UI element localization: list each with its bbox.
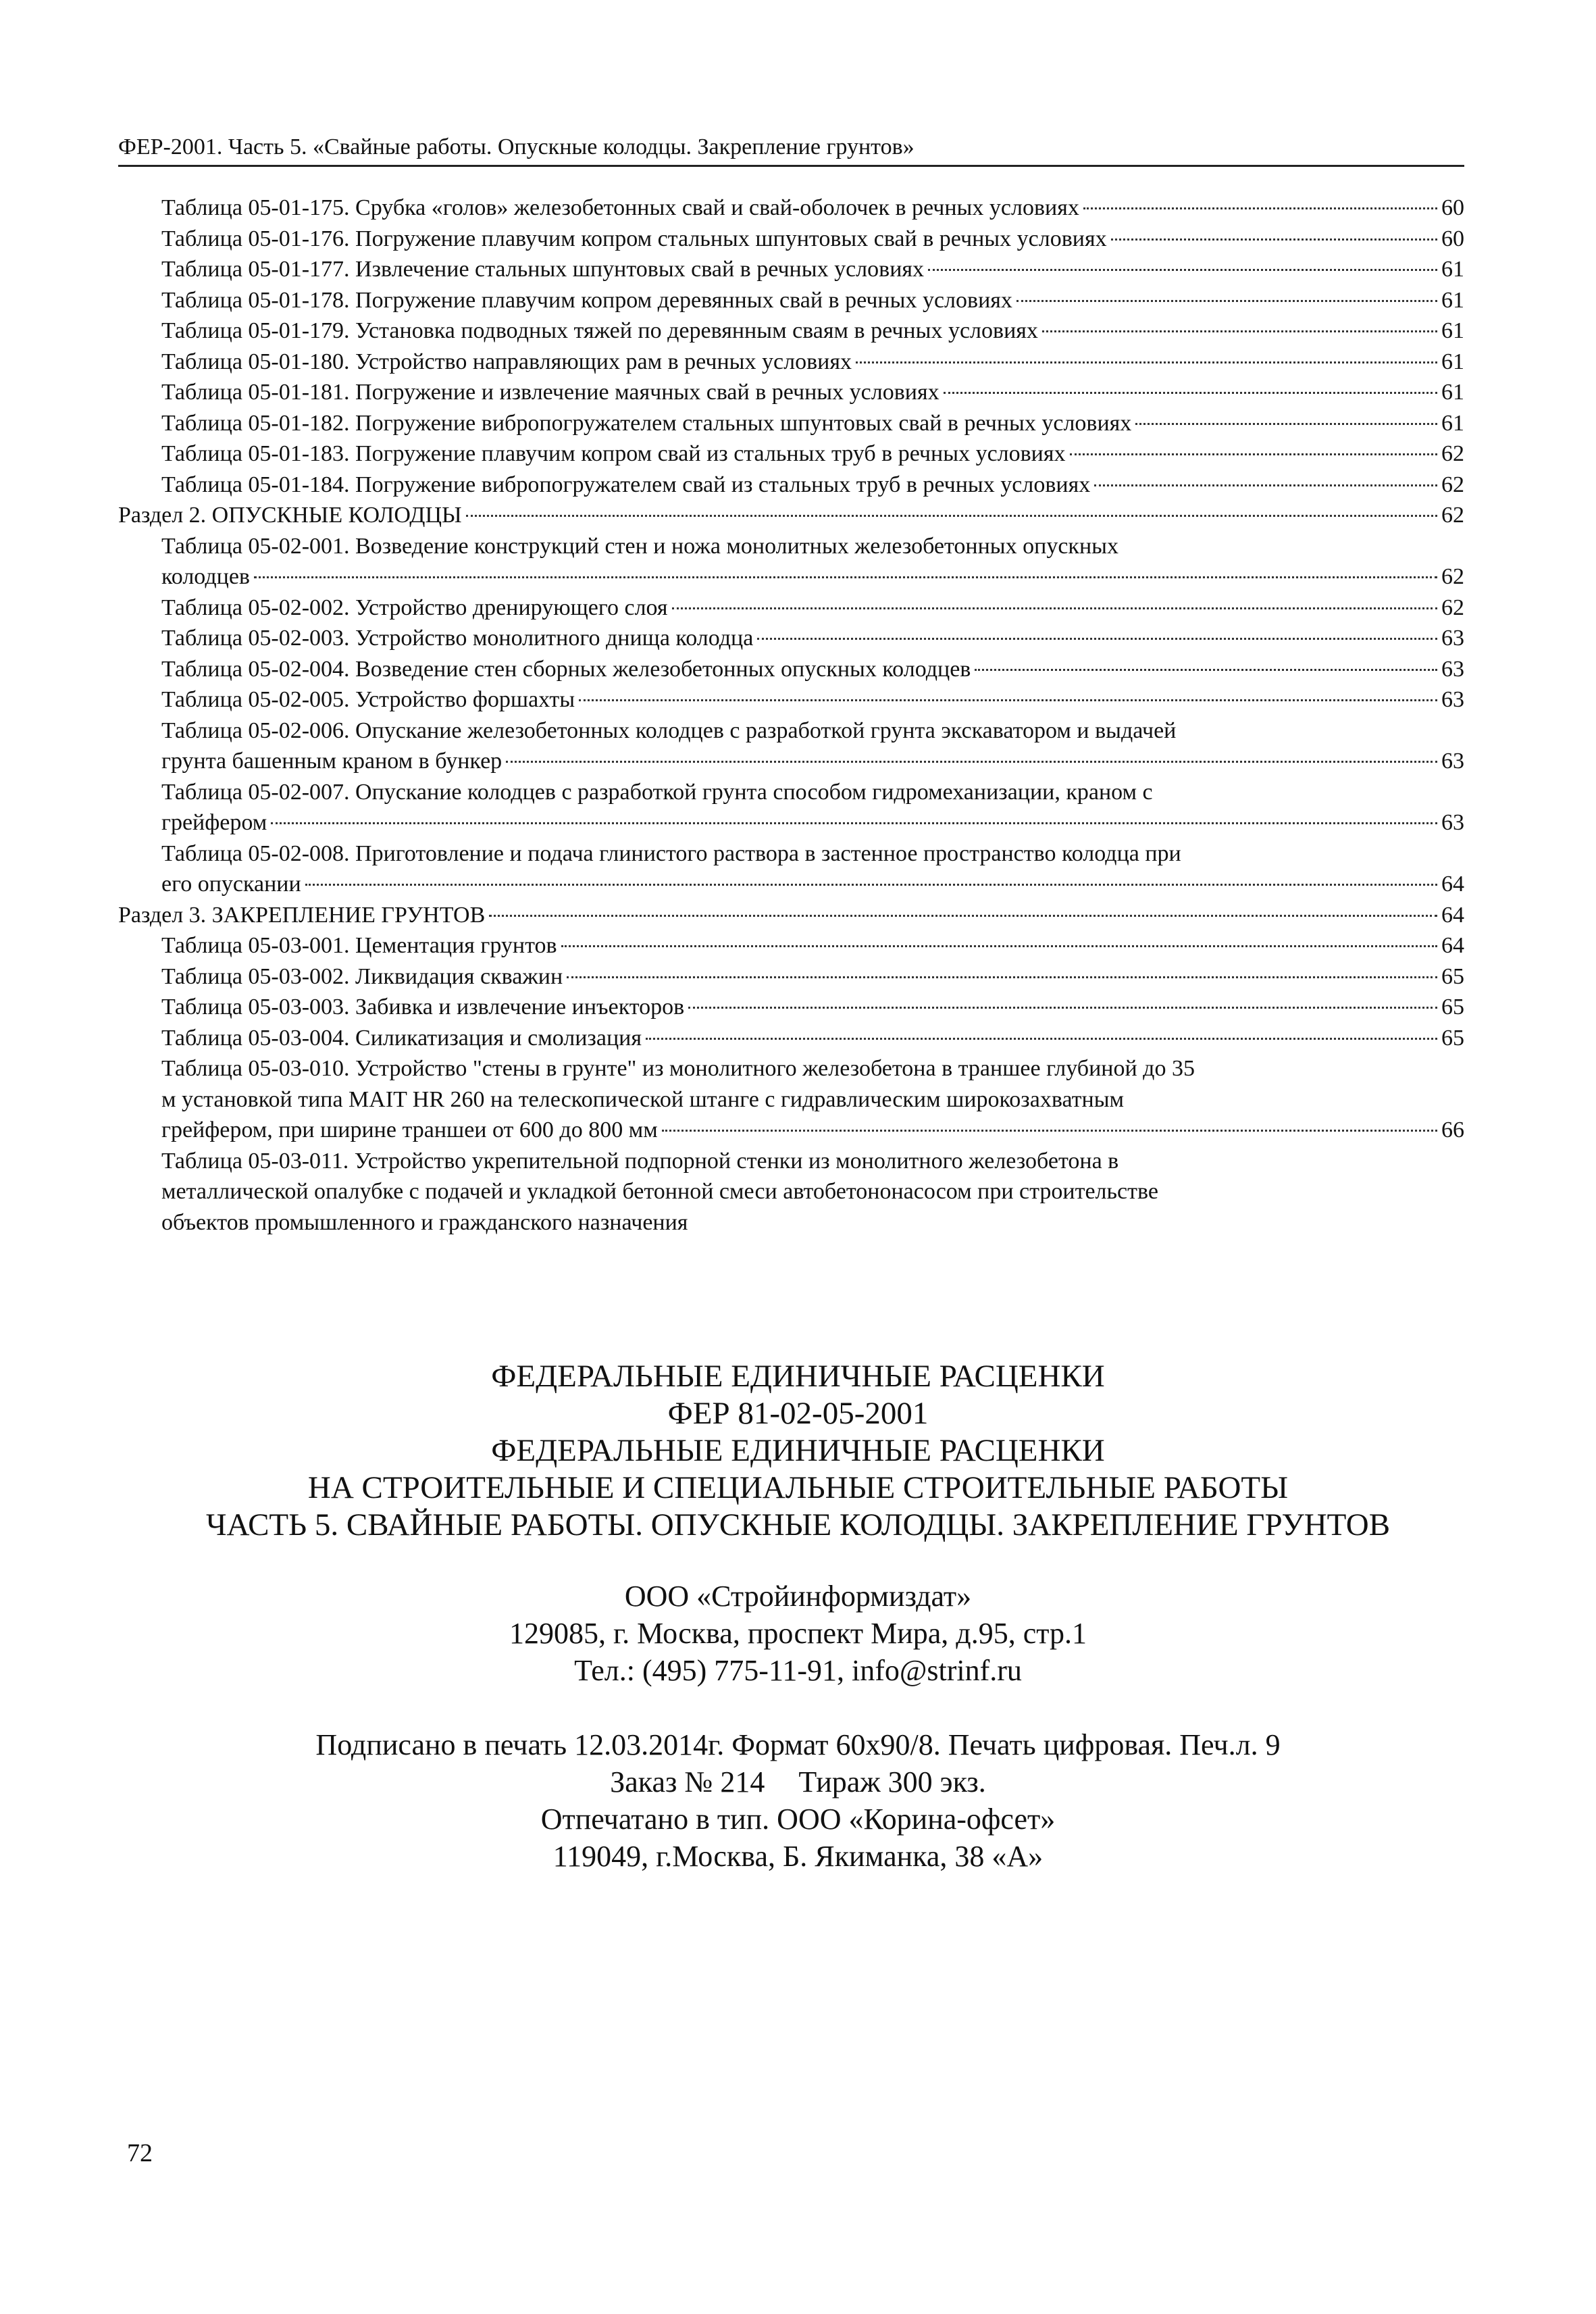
imprint-run: Тираж 300 экз. <box>798 1765 986 1799</box>
toc-entry <box>118 593 1464 624</box>
publisher-contact: Тел.: (495) 775-11-91, info@strinf.ru <box>574 1654 1022 1687</box>
publisher-address: 129085, г. Москва, проспект Мира, д.95, стр.1 <box>509 1617 1087 1650</box>
toc-page-number: 65 <box>1441 995 1464 1020</box>
toc-dot-leader <box>561 945 1437 947</box>
toc-entry-text: Таблица 05-03-010. Устройство "стены в грунте" из монолитного железобетона в траншее глубиной до 35 <box>161 1056 1195 1081</box>
toc-dot-leader <box>944 392 1437 394</box>
toc-entry <box>118 531 1464 593</box>
toc-page-number: 61 <box>1441 287 1464 313</box>
toc-page-number: 65 <box>1441 963 1464 989</box>
toc-page-number: 65 <box>1441 1025 1464 1051</box>
toc-entry <box>118 347 1464 378</box>
toc-entry-text: Таблица 05-01-179. Установка подводных тяжей по деревянным сваям в речных условиях <box>161 318 1038 343</box>
toc-dot-leader <box>975 669 1437 671</box>
toc-entry <box>118 285 1464 316</box>
title-line: ЧАСТЬ 5. СВАЙНЫЕ РАБОТЫ. ОПУСКНЫЕ КОЛОДЦЫ. ЗАКРЕПЛЕНИЕ ГРУНТОВ <box>205 1507 1391 1542</box>
toc-entry-text: Таблица 05-01-182. Погружение вибропогружателем стальных шпунтовых свай в речных условиях <box>161 410 1132 436</box>
toc-page-number: 63 <box>1441 687 1464 712</box>
toc-entry-text: Таблица 05-01-181. Погружение и извлечение маячных свай в речных условиях <box>161 380 939 405</box>
toc-entry <box>118 992 1464 1023</box>
toc-entry-text: Таблица 05-01-184. Погружение вибропогружателем свай из стальных труб в речных условиях <box>161 472 1091 497</box>
title-line: ФЕДЕРАЛЬНЫЕ ЕДИНИЧНЫЕ РАСЦЕНКИ <box>491 1359 1105 1394</box>
toc-page-number: 66 <box>1441 1117 1464 1142</box>
toc-page-number: 63 <box>1441 656 1464 682</box>
toc-page-number: 61 <box>1441 349 1464 374</box>
toc-entry <box>118 316 1464 347</box>
toc-entry-text: Раздел 2. ОПУСКНЫЕ КОЛОДЦЫ <box>118 503 462 528</box>
toc-page-number: 62 <box>1441 441 1464 466</box>
toc-dot-leader <box>1016 300 1437 302</box>
toc-dot-leader <box>757 638 1437 640</box>
toc-entry-text: грейфером, при ширине траншеи от 600 до 800 мм <box>161 1117 658 1142</box>
toc-entry-text: его опускании <box>161 872 301 897</box>
toc-entry <box>118 254 1464 285</box>
toc-entry-text: Таблица 05-02-004. Возведение стен сборных железобетонных опускных колодцев <box>161 656 971 682</box>
toc-dot-leader <box>305 884 1437 886</box>
toc-page-number: 64 <box>1441 933 1464 958</box>
toc-dot-leader <box>579 699 1437 701</box>
toc-dot-leader <box>662 1130 1437 1132</box>
toc-dot-leader <box>1094 484 1437 486</box>
publisher-name: ООО «Стройинформиздат» <box>624 1580 972 1613</box>
imprint-order: Заказ № 214 <box>610 1765 765 1799</box>
toc-page-number: 62 <box>1441 564 1464 589</box>
toc-entry-text: Таблица 05-02-008. Приготовление и подача глинистого раствора в застенное пространство колодца при <box>161 840 1181 866</box>
toc-entry-text: Таблица 05-03-001. Цементация грунтов <box>161 933 557 958</box>
toc-page-number: 61 <box>1441 380 1464 405</box>
toc-page-number: 61 <box>1441 318 1464 343</box>
toc-entry-text: Таблица 05-01-180. Устройство направляющих рам в речных условиях <box>161 349 852 374</box>
toc-page-number: 63 <box>1441 749 1464 774</box>
page-number: 72 <box>127 2139 153 2167</box>
toc-entry-text: Таблица 05-01-177. Извлечение стальных шпунтовых свай в речных условиях <box>161 257 925 282</box>
toc-page-number: 62 <box>1441 472 1464 497</box>
toc-entry <box>118 930 1464 961</box>
toc-entry-text: грейфером <box>161 810 267 835</box>
toc-entry-text: Таблица 05-01-176. Погружение плавучим копром стальных шпунтовых свай в речных условиях <box>161 226 1107 251</box>
toc-dot-leader <box>1070 453 1437 455</box>
toc-entry-text: Таблица 05-02-001. Возведение конструкций стен и ножа монолитных железобетонных опускных <box>161 533 1118 559</box>
toc-dot-leader <box>928 269 1437 271</box>
toc-entry <box>118 470 1464 501</box>
toc-page-number: 60 <box>1441 226 1464 251</box>
imprint-printed-at: Отпечатано в тип. ООО «Корина-офсет» <box>540 1803 1056 1836</box>
toc-page-number: 63 <box>1441 810 1464 835</box>
toc-dot-leader <box>646 1038 1437 1040</box>
toc-entry <box>118 654 1464 685</box>
toc-entry-text: Таблица 05-02-006. Опускание железобетонных колодцев с разработкой грунта экскаватором и выдачей <box>161 718 1177 743</box>
toc-section-entry <box>118 500 1464 531</box>
toc-entry-text: Раздел 3. ЗАКРЕПЛЕНИЕ ГРУНТОВ <box>118 902 486 928</box>
toc-entry <box>118 684 1464 715</box>
toc-dot-leader <box>856 361 1437 363</box>
imprint-order-run <box>0 1763 1596 1801</box>
imprint-printer-address: 119049, г.Москва, Б. Якиманка, 38 «А» <box>552 1840 1044 1873</box>
toc-entry <box>118 438 1464 470</box>
toc-page-number: 64 <box>1441 872 1464 897</box>
toc-entry-text: Таблица 05-02-007. Опускание колодцев с разработкой грунта способом гидромеханизации, краном с <box>161 779 1153 805</box>
toc-dot-leader <box>271 822 1437 824</box>
toc-dot-leader <box>466 515 1437 517</box>
running-header: ФЕР-2001. Часть 5. «Свайные работы. Опускные колодцы. Закрепление грунтов» <box>118 132 1464 167</box>
toc-dot-leader <box>1083 207 1437 209</box>
toc-page-number: 63 <box>1441 626 1464 651</box>
toc-dot-leader <box>254 576 1437 578</box>
toc-page-number: 61 <box>1441 257 1464 282</box>
toc-entry-text: Таблица 05-01-175. Срубка «голов» железобетонных свай и свай-оболочек в речных условиях <box>161 195 1079 220</box>
toc-entry <box>118 224 1464 255</box>
title-line: НА СТРОИТЕЛЬНЫЕ И СПЕЦИАЛЬНЫЕ СТРОИТЕЛЬНЫЕ РАБОТЫ <box>307 1470 1289 1505</box>
toc-entry-text: металлической опалубке с подачей и укладкой бетонной смеси автобетононасосом при строительстве <box>161 1179 1158 1204</box>
toc-page-number: 61 <box>1441 410 1464 436</box>
toc-dot-leader <box>688 1007 1437 1009</box>
toc-entry <box>118 1023 1464 1054</box>
toc-section-entry <box>118 900 1464 931</box>
toc-entry-text: колодцев <box>161 564 250 589</box>
toc-entry <box>118 408 1464 439</box>
toc-entry-text: грунта башенным краном в бункер <box>161 749 503 774</box>
title-line: ФЕДЕРАЛЬНЫЕ ЕДИНИЧНЫЕ РАСЦЕНКИ <box>491 1433 1105 1468</box>
toc-entry-text: Таблица 05-01-178. Погружение плавучим копром деревянных свай в речных условиях <box>161 287 1012 313</box>
toc-entry-text: Таблица 05-03-004. Силикатизация и смолизация <box>161 1025 642 1051</box>
toc-entry <box>118 377 1464 408</box>
toc-dot-leader <box>1042 330 1437 332</box>
toc-page-number: 62 <box>1441 503 1464 528</box>
publisher-block <box>0 1578 1596 1689</box>
toc-entry-text: объектов промышленного и гражданского назначения <box>161 1209 688 1235</box>
toc-page-number: 60 <box>1441 195 1464 220</box>
imprint-signed: Подписано в печать 12.03.2014г. Формат 60х90/8. Печать цифровая. Печ.л. 9 <box>315 1728 1281 1761</box>
toc-entry-text: Таблица 05-03-011. Устройство укрепительной подпорной стенки из монолитного железобетона в <box>161 1148 1119 1174</box>
title-block <box>0 1358 1596 1544</box>
toc-entry <box>118 777 1464 838</box>
toc-dot-leader <box>489 915 1437 917</box>
toc-entry <box>118 1146 1464 1238</box>
toc-entry-text: Таблица 05-02-005. Устройство форшахты <box>161 687 575 712</box>
toc-entry <box>118 623 1464 654</box>
toc-entry-text: Таблица 05-02-002. Устройство дренирующего слоя <box>161 595 668 620</box>
toc-entry-text: Таблица 05-01-183. Погружение плавучим копром свай из стальных труб в речных условиях <box>161 441 1066 466</box>
imprint-block <box>0 1726 1596 1875</box>
toc-entry <box>118 961 1464 992</box>
toc-entry <box>118 838 1464 900</box>
toc-entry-text: Таблица 05-02-003. Устройство монолитного днища колодца <box>161 626 754 651</box>
toc-entry-text: Таблица 05-03-003. Забивка и извлечение инъекторов <box>161 995 685 1020</box>
toc-dot-leader <box>672 607 1437 609</box>
toc-dot-leader <box>567 976 1437 978</box>
title-line: ФЕР 81-02-05-2001 <box>667 1396 929 1431</box>
toc-entry <box>118 193 1464 224</box>
toc-entry <box>118 1053 1464 1146</box>
toc-dot-leader <box>1135 423 1437 425</box>
toc-entry-text: Таблица 05-03-002. Ликвидация скважин <box>161 963 563 989</box>
toc-dot-leader <box>1111 238 1437 241</box>
toc-page-number: 62 <box>1441 595 1464 620</box>
toc-entry <box>118 715 1464 777</box>
toc-dot-leader <box>506 761 1437 763</box>
toc-page-number: 64 <box>1441 902 1464 928</box>
toc-entry-text: м установкой типа MAIT HR 260 на телескопической штанге с гидравлическим широкозахватным <box>161 1086 1125 1112</box>
table-of-contents <box>118 193 1464 1238</box>
